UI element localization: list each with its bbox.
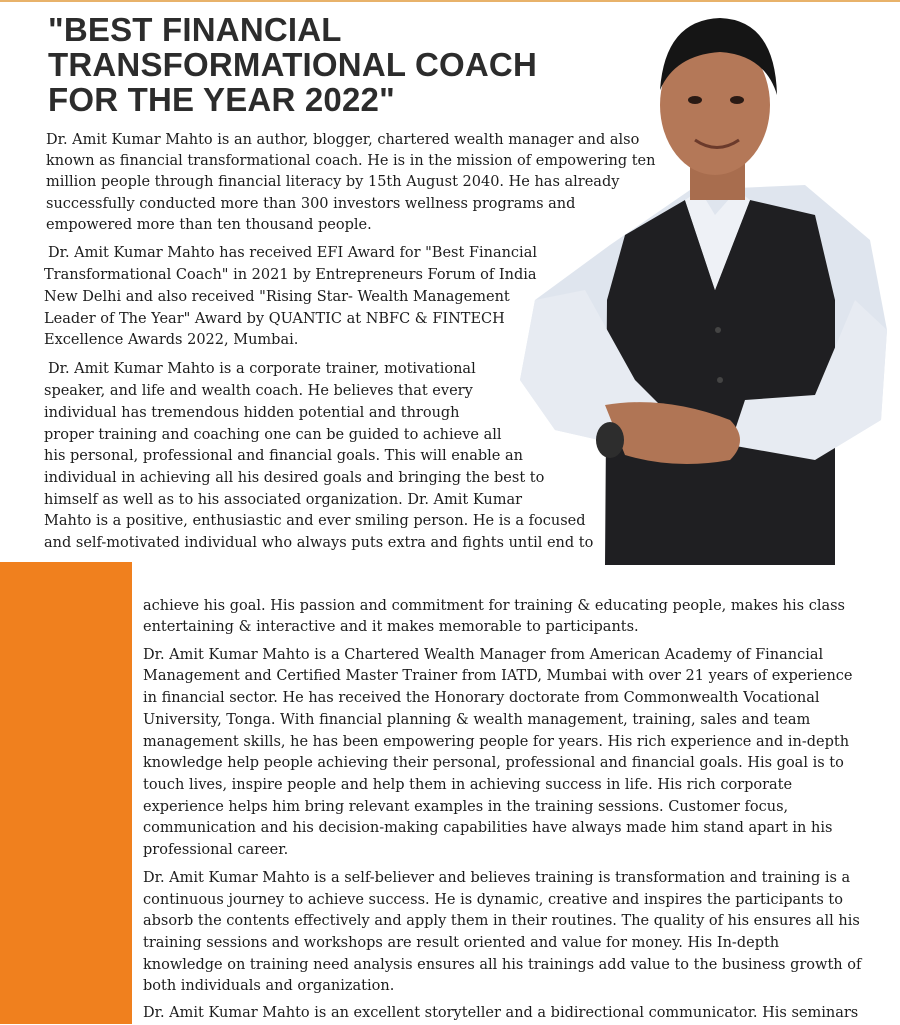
text-line: Leader of The Year" Award by QUANTIC at NBFC & FINTECH <box>44 311 505 327</box>
text-line: professional career. <box>143 842 289 858</box>
text-line: individual has tremendous hidden potential and through <box>44 405 460 421</box>
title-line: "BEST FINANCIAL <box>48 11 342 48</box>
text-line: New Delhi and also received "Rising Star- Wealth Management <box>44 289 510 305</box>
text-line: training sessions and workshops are result oriented and value for money. His In-depth <box>143 935 780 951</box>
text-line: Mahto is a positive, enthusiastic and ever smiling person. He is a focused <box>44 513 586 529</box>
text-line: management skills, he has been empowering people for years. His rich experience and in-depth <box>143 734 850 750</box>
text-line: known as financial transformational coach. He is in the mission of empowering ten <box>46 153 656 169</box>
text-line: and self-motivated individual who always puts extra and fights until end to <box>44 535 594 551</box>
text-line: Dr. Amit Kumar Mahto is a self-believer and believes training is transformation and training is a <box>143 870 851 886</box>
text-line: both individuals and organization. <box>143 978 395 994</box>
title-line: TRANSFORMATIONAL COACH <box>48 46 537 83</box>
portrait-photo <box>515 0 900 565</box>
text-line: Dr. Amit Kumar Mahto has received EFI Award for "Best Financial <box>48 245 537 261</box>
text-line: knowledge help people achieving their personal, professional and financial goals. His goal is to <box>143 755 844 771</box>
text-line: Dr. Amit Kumar Mahto is a Chartered Wealth Manager from American Academy of Financial <box>143 647 824 663</box>
text-line: communication and his decision-making capabilities have always made him stand apart in his <box>143 820 833 836</box>
orange-accent-block <box>0 562 132 1024</box>
text-line: achieve his goal. His passion and commitment for training & educating people, makes his class <box>143 598 845 614</box>
text-line: knowledge on training need analysis ensures all his trainings add value to the business growth of <box>143 957 862 973</box>
text-line: absorb the contents effectively and apply them in their routines. The quality of his ensures all his <box>143 913 860 929</box>
text-line: Management and Certified Master Trainer from IATD, Mumbai with over 21 years of experience <box>143 668 853 684</box>
text-line: Transformational Coach" in 2021 by Entrepreneurs Forum of India <box>44 267 537 283</box>
text-line: individual in achieving all his desired goals and bringing the best to <box>44 470 545 486</box>
text-line: Dr. Amit Kumar Mahto is an excellent storyteller and a bidirectional communicator. His seminars <box>143 1005 859 1021</box>
text-line: touch lives, inspire people and help them in achieving success in life. His rich corporate <box>143 777 793 793</box>
text-line: himself as well as to his associated organization. Dr. Amit Kumar <box>44 492 523 508</box>
text-line: empowered more than ten thousand people. <box>46 217 372 233</box>
text-line: Dr. Amit Kumar Mahto is an author, blogger, chartered wealth manager and also <box>46 132 640 148</box>
text-line: in financial sector. He has received the Honorary doctorate from Commonwealth Vocational <box>143 690 820 706</box>
title-line: FOR THE YEAR 2022" <box>48 81 395 118</box>
text-line: proper training and coaching one can be guided to achieve all <box>44 427 502 443</box>
text-line: continuous journey to achieve success. He is dynamic, creative and inspires the participants to <box>143 892 843 908</box>
text-line: speaker, and life and wealth coach. He believes that every <box>44 383 473 399</box>
text-line: Dr. Amit Kumar Mahto is a corporate trainer, motivational <box>48 361 476 377</box>
text-line: University, Tonga. With financial planning & wealth management, training, sales and team <box>143 712 811 728</box>
text-line: entertaining & interactive and it makes memorable to participants. <box>143 619 639 635</box>
text-line: his personal, professional and financial goals. This will enable an <box>44 448 523 464</box>
text-line: million people through financial literacy by 15th August 2040. He has already <box>46 174 620 190</box>
text-line: successfully conducted more than 300 investors wellness programs and <box>46 196 576 212</box>
text-line: experience helps him bring relevant examples in the training sessions. Customer focus, <box>143 799 789 815</box>
text-line: Excellence Awards 2022, Mumbai. <box>44 332 299 348</box>
